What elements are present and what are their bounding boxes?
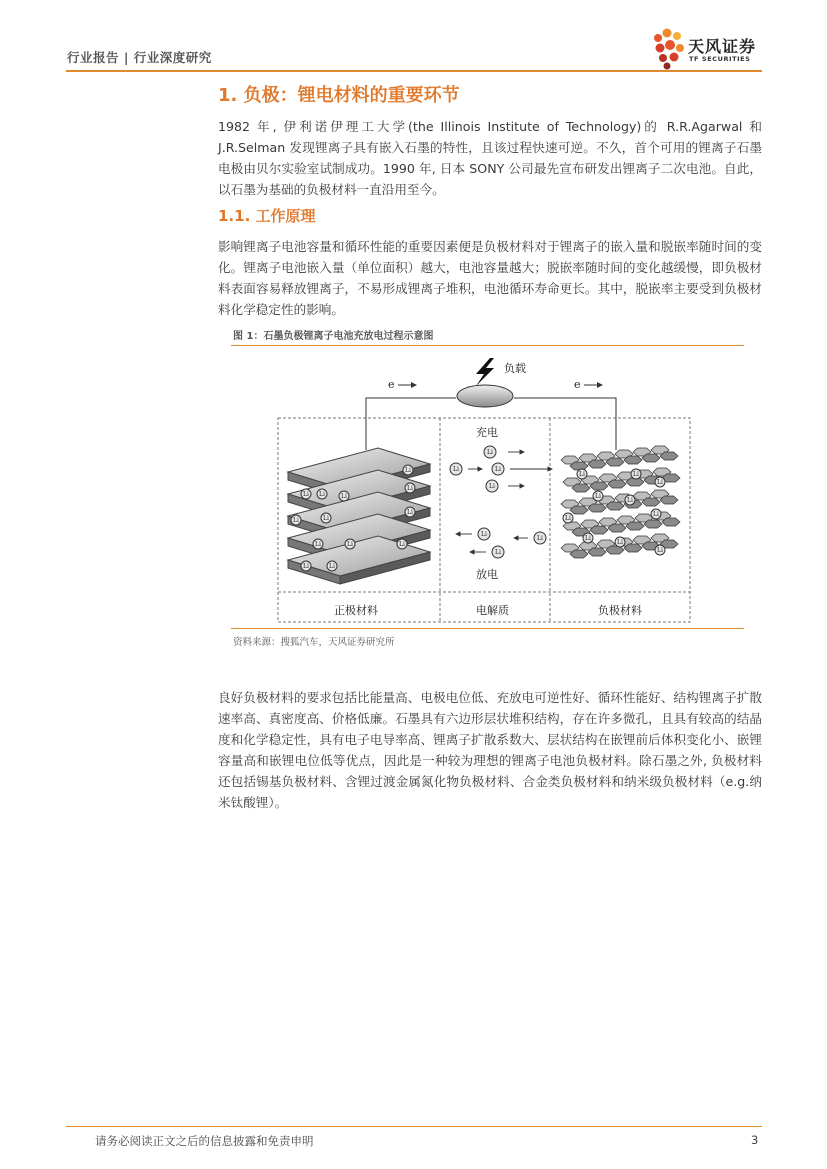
svg-text:Li: Li bbox=[657, 547, 663, 554]
graphite-hexagon bbox=[662, 518, 680, 526]
svg-text:Li: Li bbox=[341, 493, 347, 500]
figure-top-rule bbox=[231, 345, 744, 346]
svg-text:Li: Li bbox=[595, 493, 601, 500]
logo-name: 天风证券 bbox=[688, 37, 757, 56]
svg-text:Li: Li bbox=[481, 531, 487, 538]
label-electrolyte: 电解质 bbox=[476, 604, 509, 617]
label-load: 负载 bbox=[504, 362, 526, 375]
label-anode: 负极材料 bbox=[598, 604, 642, 617]
materials-paragraph: 良好负极材料的要求包括比能量高、电极电位低、充放电可逆性好、循环性能好、结构锂离子扩散速率高、真密度高、价格低廉。石墨具有六边形层状堆积结构，存在许多微孔，且具有较高的结晶度和化学稳定性，具有电子电导率高、锂离子扩散系数大、层状结构在嵌锂前后体积变化小、嵌锂容量高和嵌锂电位低等优点，因此是一种较为理想的锂离子电池负极材料。除石墨之外, 负极材料还包括锡基负极材料、含锂过渡金属氮化物负极材料、合金类负极材料和纳米级负极材料（e.g.纳米钛酸锂）。 bbox=[218, 690, 762, 810]
svg-text:Li: Li bbox=[323, 515, 329, 522]
svg-text:Li: Li bbox=[495, 466, 501, 473]
svg-text:Li: Li bbox=[565, 515, 571, 522]
graphite-hexagon bbox=[624, 544, 642, 552]
graphite-hexagon bbox=[588, 460, 606, 468]
graphite-hexagon bbox=[626, 522, 644, 530]
svg-text:Li: Li bbox=[303, 563, 309, 570]
svg-text:Li: Li bbox=[347, 541, 353, 548]
section-title: 1. 负极：锂电材料的重要环节 bbox=[218, 85, 460, 106]
graphite-hexagon bbox=[606, 502, 624, 510]
header-divider bbox=[66, 70, 762, 72]
svg-text:Li: Li bbox=[399, 541, 405, 548]
svg-text:Li: Li bbox=[329, 563, 335, 570]
svg-text:Li: Li bbox=[585, 535, 591, 542]
logo-subtitle: TF SECURITIES bbox=[689, 55, 751, 63]
svg-text:Li: Li bbox=[407, 509, 413, 516]
svg-text:Li: Li bbox=[303, 491, 309, 498]
graphite-hexagon bbox=[642, 498, 660, 506]
graphite-hexagon bbox=[588, 504, 606, 512]
graphite-hexagon bbox=[570, 506, 588, 514]
svg-text:Li: Li bbox=[293, 517, 299, 524]
graphite-hexagon bbox=[608, 480, 626, 488]
svg-text:Li: Li bbox=[617, 539, 623, 546]
graphite-hexagon bbox=[570, 550, 588, 558]
battery-diagram bbox=[276, 352, 694, 626]
label-cathode: 正极材料 bbox=[334, 604, 378, 617]
header-breadcrumb: 行业报告 | 行业深度研究 bbox=[67, 50, 212, 65]
svg-text:Li: Li bbox=[405, 467, 411, 474]
graphite-hexagon bbox=[660, 496, 678, 504]
svg-text:Li: Li bbox=[319, 491, 325, 498]
svg-text:Li: Li bbox=[627, 497, 633, 504]
svg-text:Li: Li bbox=[315, 541, 321, 548]
graphite-hexagon bbox=[606, 458, 624, 466]
svg-text:Li: Li bbox=[537, 535, 543, 542]
footer-divider bbox=[66, 1126, 762, 1127]
svg-text:Li: Li bbox=[489, 483, 495, 490]
label-electron-left: e bbox=[388, 378, 395, 391]
graphite-hexagon bbox=[588, 548, 606, 556]
principle-paragraph: 影响锂离子电池容量和循环性能的重要因素便是负极材料对于锂离子的嵌入量和脱嵌率随时间的变化。锂离子电池嵌入量（单位面积）越大，电池容量越大；脱嵌率随时间的变化越缓慢，即负极材料表面容易释放锂离子，不易形成锂离子堆积，电池循环寿命更长。其中，脱嵌率主要受到负极材料化学稳定性的影响。 bbox=[218, 239, 762, 317]
graphite-hexagon bbox=[608, 524, 626, 532]
svg-text:Li: Li bbox=[495, 549, 501, 556]
svg-text:Li: Li bbox=[407, 485, 413, 492]
figure-title: 图 1：石墨负极锂离子电池充放电过程示意图 bbox=[233, 331, 434, 342]
lightning-icon bbox=[476, 358, 494, 386]
electrolyte-ions bbox=[450, 446, 546, 558]
graphite-hexagon bbox=[570, 462, 588, 470]
intro-paragraph: 1982 年, 伊利诺伊理工大学(the Illinois Institute of Technology)的 R.R.Agarwal 和 J.R.Selman 发现锂离子具有嵌入石墨的特性，且该过程快速可逆。不久，首个可用的锂离子石墨电极由贝尔实验室试制成功。1990 年, 日本 SONY 公司最先宣布研发出锂离子二次电池。自此，以石墨为基础的负极材料一直沿用至今。 bbox=[218, 119, 762, 197]
subsection-title: 1.1. 工作原理 bbox=[218, 207, 316, 225]
load-oval bbox=[457, 385, 513, 407]
graphite-hexagon bbox=[590, 482, 608, 490]
svg-text:Li: Li bbox=[453, 466, 459, 473]
label-discharge: 放电 bbox=[476, 568, 498, 581]
graphite-hexagon bbox=[624, 456, 642, 464]
label-charge: 充电 bbox=[476, 426, 498, 439]
svg-text:Li: Li bbox=[653, 511, 659, 518]
graphite-hexagon bbox=[572, 484, 590, 492]
footer-disclaimer: 请务必阅读正文之后的信息披露和免责申明 bbox=[95, 1134, 314, 1148]
graphite-hexagon bbox=[590, 526, 608, 534]
graphite-hexagon bbox=[660, 452, 678, 460]
figure-source: 资料来源：搜狐汽车，天风证券研究所 bbox=[233, 637, 395, 648]
svg-text:Li: Li bbox=[487, 449, 493, 456]
svg-text:Li: Li bbox=[633, 471, 639, 478]
figure-bottom-rule bbox=[231, 628, 744, 629]
graphite-hexagon bbox=[642, 454, 660, 462]
svg-text:Li: Li bbox=[579, 471, 585, 478]
svg-text:Li: Li bbox=[657, 479, 663, 486]
page-number: 3 bbox=[751, 1133, 759, 1147]
label-electron-right: e bbox=[574, 378, 581, 391]
graphite-hexagon bbox=[644, 520, 662, 528]
